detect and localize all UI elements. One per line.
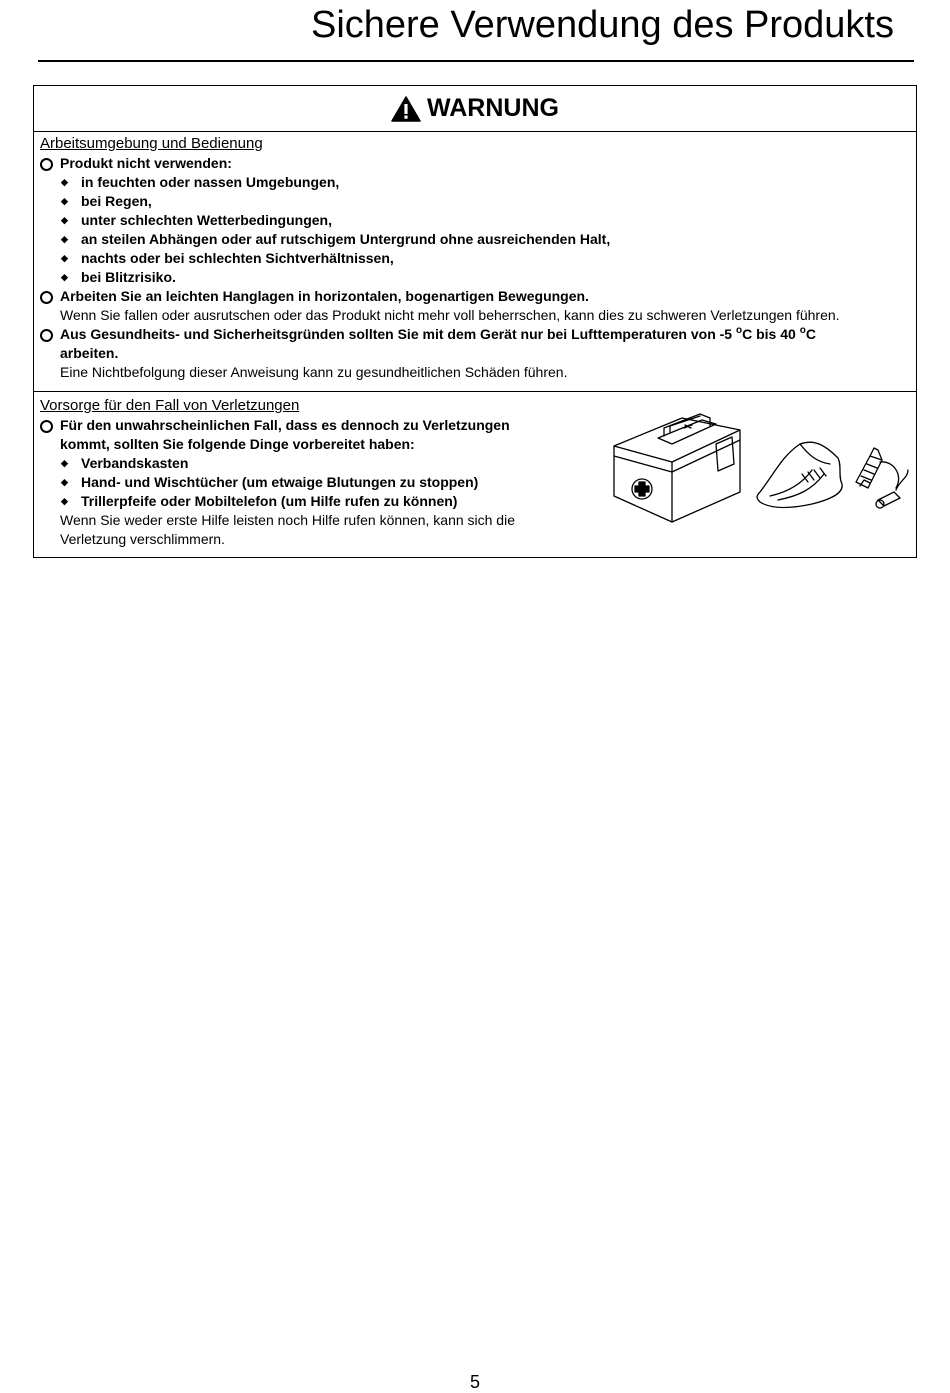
circle-bullet-icon	[40, 325, 60, 344]
circle-bullet-icon	[40, 416, 60, 435]
first-aid-supplies-illustration	[612, 404, 912, 524]
diamond-bullet-icon: ◆	[61, 458, 68, 468]
list-item-continuation: arbeiten.	[60, 345, 119, 361]
note-text: Wenn Sie weder erste Hilfe leisten noch Hilfe rufen können, kann sich die	[60, 512, 515, 528]
list-item: Produkt nicht verwenden:	[40, 154, 916, 173]
bullet-item: ◆ bei Regen,	[61, 193, 152, 209]
warning-box	[33, 85, 917, 558]
list-item-continuation: kommt, sollten Sie folgende Dinge vorbereitet haben:	[60, 436, 415, 452]
circle-bullet-icon	[40, 154, 60, 173]
diamond-bullet-icon: ◆	[61, 253, 68, 263]
whistle-icon	[876, 470, 908, 508]
mobile-phone-icon	[856, 448, 899, 488]
bullet-item: ◆ Hand- und Wischtücher (um etwaige Blutungen zu stoppen)	[61, 474, 479, 490]
note-text: Wenn Sie fallen oder ausrutschen oder das Produkt nicht mehr voll beherrschen, kann dies zu schweren Verletzungen führen.	[60, 307, 840, 323]
list-item: Aus Gesundheits- und Sicherheitsgründen sollten Sie mit dem Gerät nur bei Lufttemperaturen von -5 $^o$C bis 40 $^o$C	[40, 325, 916, 344]
diamond-bullet-icon: ◆	[61, 496, 68, 506]
towel-icon	[757, 442, 842, 507]
section-title: Arbeitsumgebung und Bedienung	[40, 135, 263, 152]
circle-bullet-icon	[40, 287, 60, 306]
bullet-item: ◆ an steilen Abhängen oder auf rutschigem Untergrund ohne ausreichenden Halt,	[61, 231, 611, 247]
page-number: 5	[469, 1372, 480, 1392]
section-work-environment	[34, 132, 916, 392]
section-injury-preparation	[34, 392, 916, 549]
bullet-item: ◆ nachts oder bei schlechten Sichtverhältnissen,	[61, 250, 394, 266]
bullet-item: ◆ unter schlechten Wetterbedingungen,	[61, 212, 332, 228]
warning-header	[34, 86, 916, 132]
list-item: Für den unwahrscheinlichen Fall, dass es dennoch zu Verletzungen	[40, 416, 916, 435]
diamond-bullet-icon: ◆	[61, 177, 68, 187]
bullet-item: ◆ Trillerpfeife oder Mobiltelefon (um Hilfe rufen zu können)	[61, 493, 458, 509]
note-text: Verletzung verschlimmern.	[60, 531, 225, 547]
bullet-item: ◆ bei Blitzrisiko.	[61, 269, 176, 285]
warning-label: WARNUNG	[427, 94, 559, 122]
diamond-bullet-icon: ◆	[61, 215, 68, 225]
diamond-bullet-icon: ◆	[61, 272, 68, 282]
diamond-bullet-icon: ◆	[61, 477, 68, 487]
diamond-bullet-icon: ◆	[61, 234, 68, 244]
bullet-item: ◆ Verbandskasten	[61, 455, 189, 471]
note-text: Eine Nichtbefolgung dieser Anweisung kann zu gesundheitlichen Schäden führen.	[60, 364, 568, 380]
list-item: Arbeiten Sie an leichten Hanglagen in horizontalen, bogenartigen Bewegungen.	[40, 287, 916, 306]
diamond-bullet-icon: ◆	[61, 196, 68, 206]
bullet-item: ◆ in feuchten oder nassen Umgebungen,	[61, 174, 340, 190]
section-title: Vorsorge für den Fall von Verletzungen	[40, 397, 300, 414]
title-divider	[38, 60, 914, 62]
page-title: Sichere Verwendung des Produkts	[310, 4, 894, 46]
first-aid-kit-icon	[614, 414, 740, 522]
warning-triangle-icon	[391, 96, 421, 122]
